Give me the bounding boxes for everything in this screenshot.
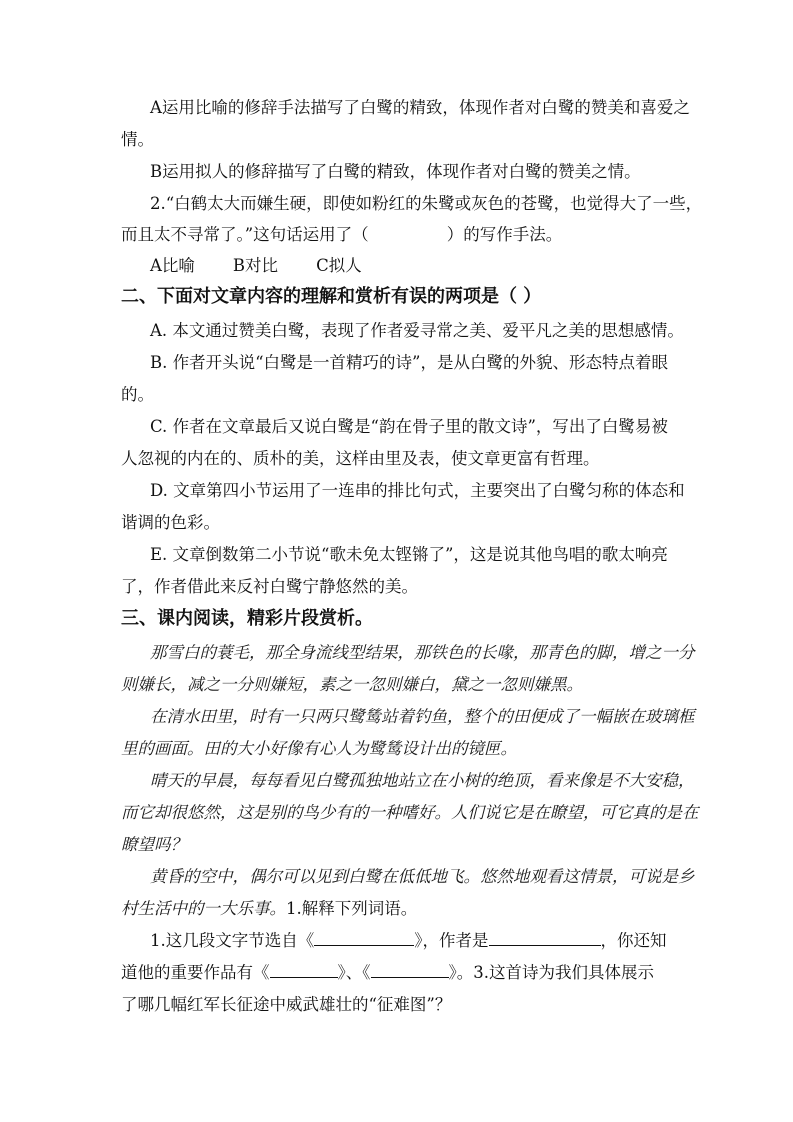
q1-option-a-line1: A运用比喻的修辞手法描写了白鹭的精致，体现作者对白鹭的赞美和喜爱之	[150, 98, 690, 117]
q2-line2-after: ）的写作手法。	[446, 225, 563, 244]
section-2-heading: 二、下面对文章内容的理解和赏析有误的两项是（ ）	[121, 286, 542, 307]
fill-q1-text-f: 》。3.这首诗为我们具体展示	[448, 963, 654, 982]
fill-q1-text-b: 》，作者是	[414, 931, 489, 950]
source-title-blank[interactable]	[314, 931, 414, 946]
work-1-blank[interactable]	[270, 963, 338, 978]
author-blank[interactable]	[489, 931, 601, 946]
fill-q1-line1	[150, 931, 667, 951]
passage-p3-line2: 而它却很悠然，这是别的鸟少有的一种嗜好。人们说它是在瞭望，可它真的是在	[121, 803, 699, 822]
section-2-option-b-line2: 的。	[121, 385, 154, 404]
section-2-option-d-line1: D. 文章第四小节运用了一连串的排比句式，主要突出了白鹭匀称的体态和	[150, 481, 685, 500]
q2-options	[150, 256, 362, 276]
section-2-option-a: A. 本文通过赞美白鹭，表现了作者爱寻常之美、爱平凡之美的思想感情。	[150, 321, 684, 340]
passage-p4-line2-text: 村生活中的一大乐事。	[121, 899, 286, 918]
q2-option-b: B对比	[232, 256, 279, 275]
q1-option-b: B运用拟人的修辞描写了白鹭的精致，体现作者对白鹭的赞美之情。	[150, 162, 641, 181]
passage-p3-line1: 晴天的早晨，每每看见白鹭孤独地站立在小树的绝顶，看来像是不大安稳，	[150, 771, 695, 790]
q2-line2-before: 而且太不寻常了。”这句话运用了（	[121, 225, 369, 244]
fill-q1-text-c: ，你还知	[600, 931, 667, 950]
fill-q1-text-a: 1.这几段文字节选自《	[150, 931, 315, 950]
fill-q3-line: 了哪几幅红军长征途中威武雄壮的“征难图”？	[121, 995, 452, 1014]
section-2-option-e-line2: 了，作者借此来反衬白鹭宁静悠然的美。	[121, 577, 418, 596]
q2-line1: 2.“白鹤太大而嫌生硬，即使如粉红的朱鹭或灰色的苍鹭，也觉得大了一些，	[150, 194, 703, 213]
question-1-label: 1.解释下列词语。	[286, 899, 418, 918]
passage-p2-line2: 里的画面。田的大小好像有心人为鹭鸶设计出的镜匣。	[121, 739, 517, 758]
section-2-option-e-line1: E. 文章倒数第二小节说“歌未免太铿锵了”，这是说其他鸟唱的歌太响亮	[150, 545, 668, 564]
passage-p3-line3: 瞭望吗？	[121, 835, 187, 854]
section-2-option-c-line1: C. 作者在文章最后又说白鹭是“韵在骨子里的散文诗”，写出了白鹭易被	[150, 417, 668, 436]
section-2-option-c-line2: 人忽视的内在的、质朴的美，这样由里及表，使文章更富有哲理。	[121, 449, 600, 468]
fill-q1-text-d: 道他的重要作品有《	[121, 963, 270, 982]
passage-p4-line1: 黄昏的空中，偶尔可以见到白鹭在低低地飞。悠然地观看这情景，可说是乡	[150, 867, 695, 886]
section-2-option-d-line2: 谐调的色彩。	[121, 513, 220, 532]
passage-p4-line2	[121, 899, 417, 919]
work-2-blank[interactable]	[371, 963, 449, 978]
passage-p2-line1: 在清水田里，时有一只两只鹭鸶站着钓鱼，整个的田便成了一幅嵌在玻璃框	[150, 707, 695, 726]
q2-line2	[121, 225, 562, 245]
passage-p1-line1: 那雪白的蓑毛，那全身流线型结果，那铁色的长喙，那青色的脚，增之一分	[150, 643, 695, 662]
q2-option-a: A比喻	[150, 256, 195, 275]
fill-q1-line2	[121, 963, 654, 983]
passage-p1-line2: 则嫌长，减之一分则嫌短，素之一忽则嫌白，黛之一忽则嫌黑。	[121, 675, 583, 694]
section-3-heading: 三、课内阅读，精彩片段赏析。	[121, 608, 373, 629]
section-2-option-b-line1: B. 作者开头说“白鹭是一首精巧的诗”，是从白鹭的外貌、形态特点着眼	[150, 353, 668, 372]
fill-q1-text-e: 》、《	[337, 963, 371, 982]
q1-option-a-line2: 情。	[121, 130, 154, 149]
q2-option-c: C拟人	[316, 256, 362, 275]
